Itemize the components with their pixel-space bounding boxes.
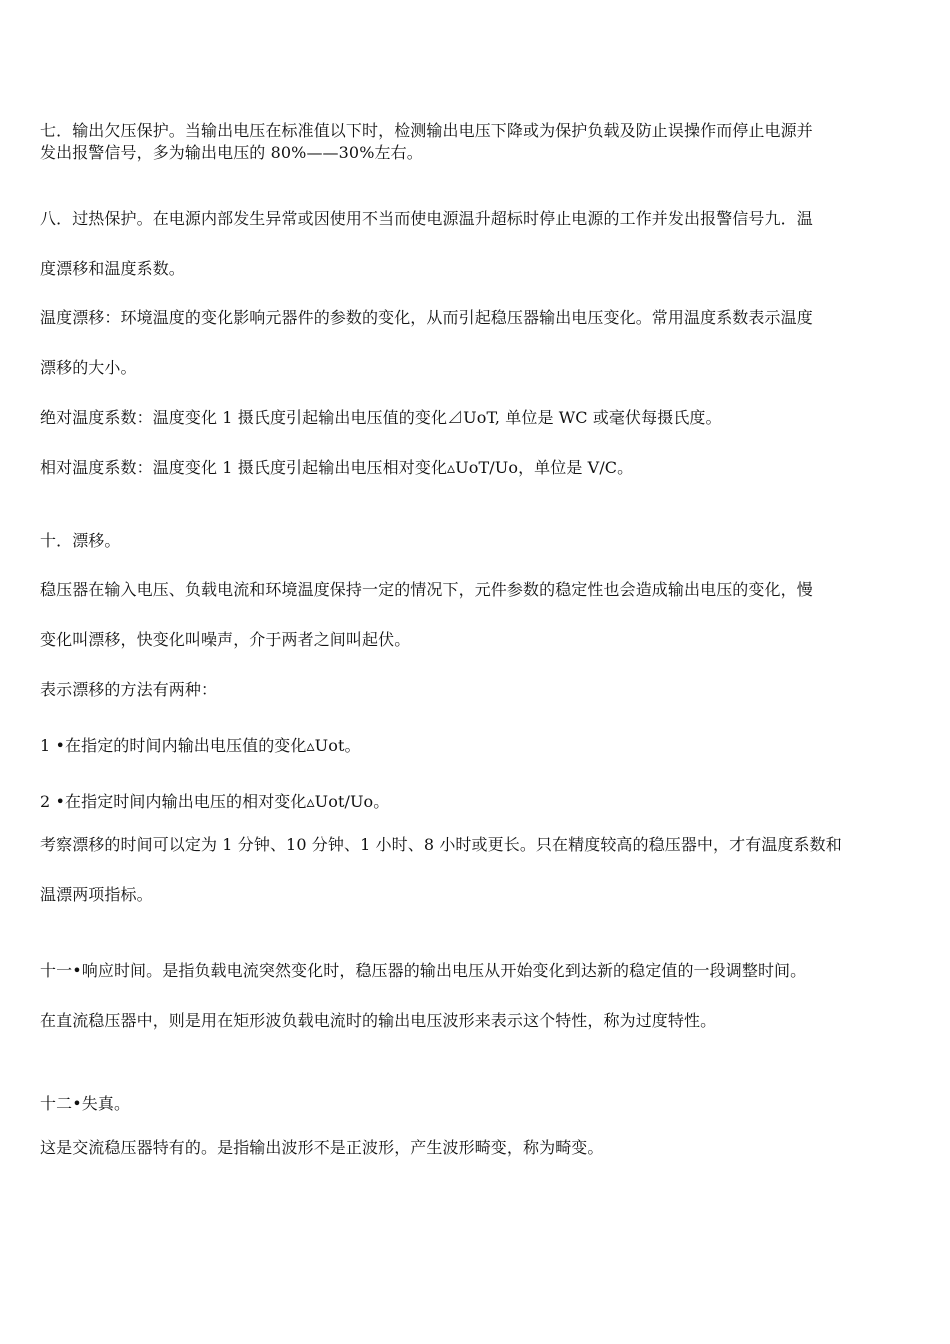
distortion-heading: 十二•失真。 [40, 1094, 131, 1113]
distortion-body-line: 这是交流稳压器特有的。是指输出波形不是正波形，产生波形畸变，称为畸变。 [40, 1138, 604, 1157]
drift-time-line-1: 考察漂移的时间可以定为 1 分钟、10 分钟、1 小时、8 小时或更长。只在精度较高的稳压器中，才有温度系数和 [40, 835, 842, 854]
overheat-line-1: 八．过热保护。在电源内部发生异常或因使用不当而使电源温升超标时停止电源的工作并发出报警信号九．温 [40, 209, 813, 228]
drift-heading: 十．漂移。 [40, 531, 121, 550]
drift-body-line-1: 稳压器在输入电压、负载电流和环境温度保持一定的情况下，元件参数的稳定性也会造成输出电压的变化，慢 [40, 580, 813, 599]
undervoltage-line-1: 七．输出欠压保护。当输出电压在标准值以下时，检测输出电压下降或为保护负载及防止误操作而停止电源并 [40, 121, 813, 140]
temp-drift-line-2: 漂移的大小。 [40, 358, 137, 377]
drift-time-line-2: 温漂两项指标。 [40, 885, 153, 904]
method-1-line: 1 •在指定的时间内输出电压值的变化▵Uot。 [40, 736, 361, 755]
response-time-line-1: 十一•响应时间。是指负载电流突然变化时，稳压器的输出电压从开始变化到达新的稳定值的一段调整时间。 [40, 961, 807, 980]
drift-methods-line: 表示漂移的方法有两种： [40, 680, 218, 699]
overheat-line-2: 度漂移和温度系数。 [40, 259, 185, 278]
method-2-line: 2 •在指定时间内输出电压的相对变化▵Uot/Uo。 [40, 792, 390, 811]
temp-drift-line-1: 温度漂移：环境温度的变化影响元器件的参数的变化，从而引起稳压器输出电压变化。常用温度系数表示温度 [40, 308, 813, 327]
response-time-line-2: 在直流稳压器中，则是用在矩形波负载电流时的输出电压波形来表示这个特性，称为过度特性。 [40, 1011, 717, 1030]
drift-body-line-2: 变化叫漂移，快变化叫噪声，介于两者之间叫起伏。 [40, 630, 411, 649]
undervoltage-line-2: 发出报警信号，多为输出电压的 80%——30%左右。 [40, 143, 423, 162]
abs-coef-line: 绝对温度系数：温度变化 1 摄氏度引起输出电压值的变化⊿UoT, 单位是 WC 或毫伏每摄氏度。 [40, 408, 722, 427]
rel-coef-line: 相对温度系数：温度变化 1 摄氏度引起输出电压相对变化▵UoT/Uo，单位是 V/C。 [40, 458, 634, 477]
